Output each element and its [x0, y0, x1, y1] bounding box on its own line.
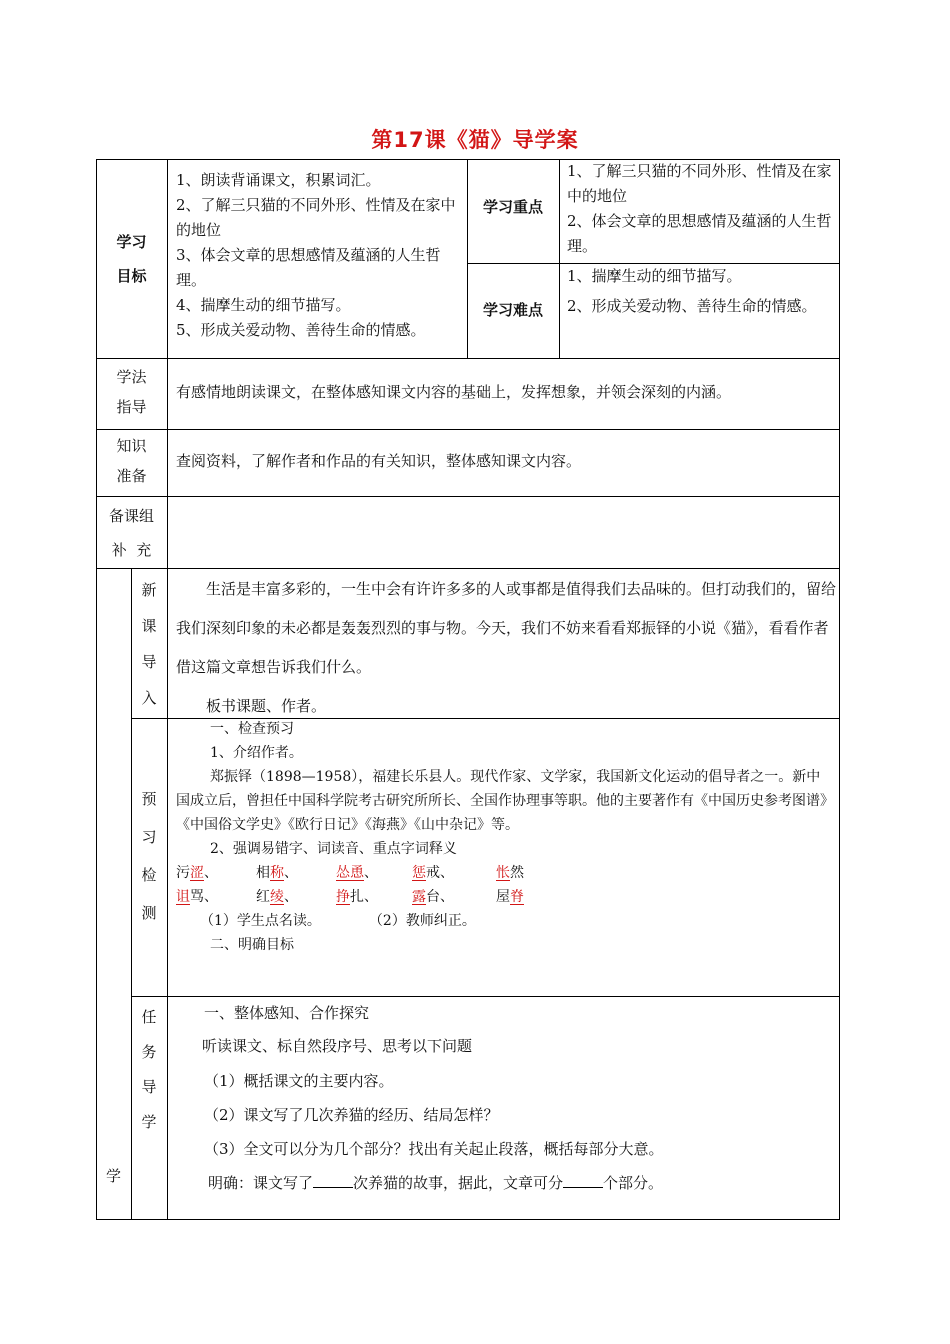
- preview-heading: 一、检查预习: [210, 721, 294, 737]
- word-item: 红绫、: [256, 889, 298, 905]
- task-question: （2）课文写了几次养猫的经历、结局怎样？: [204, 1106, 499, 1124]
- difficult-point-item: 1、揣摩生动的细节描写。: [567, 267, 742, 285]
- task-content: [176, 998, 836, 1200]
- method-text: 有感情地朗读课文，在整体感知课文内容的基础上，发挥想象，并领会深刻的内涵。: [176, 383, 732, 401]
- word-item: 污涩、: [176, 865, 218, 881]
- method-label: 学法 指导: [116, 368, 147, 416]
- reading-notes: （1）学生点名读。 （2）教师纠正。: [200, 913, 476, 929]
- author-intro: 郑振铎（1898—1958），福建长乐县人。现代作家、文学家，我国新文化运动的倡导者之一。新中国成立后，曾担任中国科学院考古研究所所长、全国作协理事等职。他的主要著作有《中国历史参考图谱》《中国俗文学史》《欧行日记》《海燕》《山中杂记》等。: [176, 769, 827, 833]
- task-intro: 听读课文、标自然段序号、思考以下问题: [202, 1037, 473, 1055]
- answer-blank[interactable]: [563, 1173, 603, 1188]
- word-item: 惩戒、: [412, 865, 454, 881]
- supplement-label: 备课组 补 充: [108, 507, 154, 559]
- task-heading: 一、整体感知、合作探究: [204, 1004, 370, 1022]
- word-row: [176, 885, 831, 909]
- intro-paragraph: 生活是丰富多彩的，一生中会有许许多多的人或事都是值得我们去品味的。但打动我们的，留给我们深刻印象的未必都是轰轰烈烈的事与物。今天，我们不妨来看看郑振铎的小说《猫》，看看作者借这篇文章想告诉我们什么。: [176, 580, 837, 676]
- task-question: （1）概括课文的主要内容。: [204, 1072, 394, 1090]
- preview-subheading: 1、介绍作者。: [210, 745, 303, 761]
- key-point-item: 1、了解三只猫的不同外形、性情及在家中的地位: [567, 162, 832, 205]
- answer-blank[interactable]: [313, 1173, 353, 1188]
- preview-label: 预 习 检 测: [141, 790, 157, 922]
- word-item: 挣扎、: [336, 889, 378, 905]
- key-points-list: [567, 159, 835, 259]
- goal-item: 1、朗读背诵课文，积累词汇。: [176, 171, 381, 189]
- difficult-point-item: 2、形成关爱动物、善待生命的情感。: [567, 297, 817, 315]
- preview-heading: 二、明确目标: [210, 937, 294, 953]
- goal-item: 4、揣摩生动的细节描写。: [176, 296, 351, 314]
- goal-item: 3、体会文章的思想感情及蕴涵的人生哲理。: [176, 246, 441, 289]
- knowledge-text: 查阅资料，了解作者和作品的有关知识，整体感知课文内容。: [176, 452, 582, 470]
- key-point-item: 2、体会文章的思想感情及蕴涵的人生哲理。: [567, 212, 832, 255]
- learning-label: 学: [105, 1167, 121, 1185]
- word-item: 相称、: [256, 865, 298, 881]
- knowledge-label: 知识 准备: [116, 437, 147, 485]
- task-answer: 明确：课文写了 次养猫的故事，据此，文章可分 个部分。: [208, 1174, 664, 1192]
- preview-content: [176, 717, 831, 957]
- goals-list: [176, 168, 461, 343]
- word-item: 怂恿、: [336, 865, 378, 881]
- intro-paragraph: 板书课题、作者。: [206, 697, 327, 715]
- difficult-points-label: 学习难点: [482, 301, 543, 319]
- word-item: 诅骂、: [176, 889, 218, 905]
- difficult-points-list: [567, 262, 835, 322]
- key-points-label: 学习重点: [482, 198, 543, 216]
- goal-item: 5、形成关爱动物、善待生命的情感。: [176, 321, 426, 339]
- word-item: 怅然: [496, 865, 524, 881]
- intro-content: [176, 570, 836, 726]
- page-title: 第17课《猫》导学案: [371, 128, 579, 152]
- goals-label: 学习 目标: [116, 233, 147, 285]
- preview-subheading: 2、强调易错字、词读音、重点字词释义: [210, 841, 457, 857]
- word-item: 露台、: [412, 889, 454, 905]
- task-question: （3）全文可以分为几个部分？找出有关起止段落，概括每部分大意。: [204, 1140, 664, 1158]
- word-row: [176, 861, 831, 885]
- word-item: 屋脊: [496, 889, 524, 905]
- intro-label: 新 课 导 入: [141, 581, 157, 707]
- task-label: 任 务 导 学: [141, 1008, 157, 1131]
- goal-item: 2、了解三只猫的不同外形、性情及在家中的地位: [176, 196, 456, 239]
